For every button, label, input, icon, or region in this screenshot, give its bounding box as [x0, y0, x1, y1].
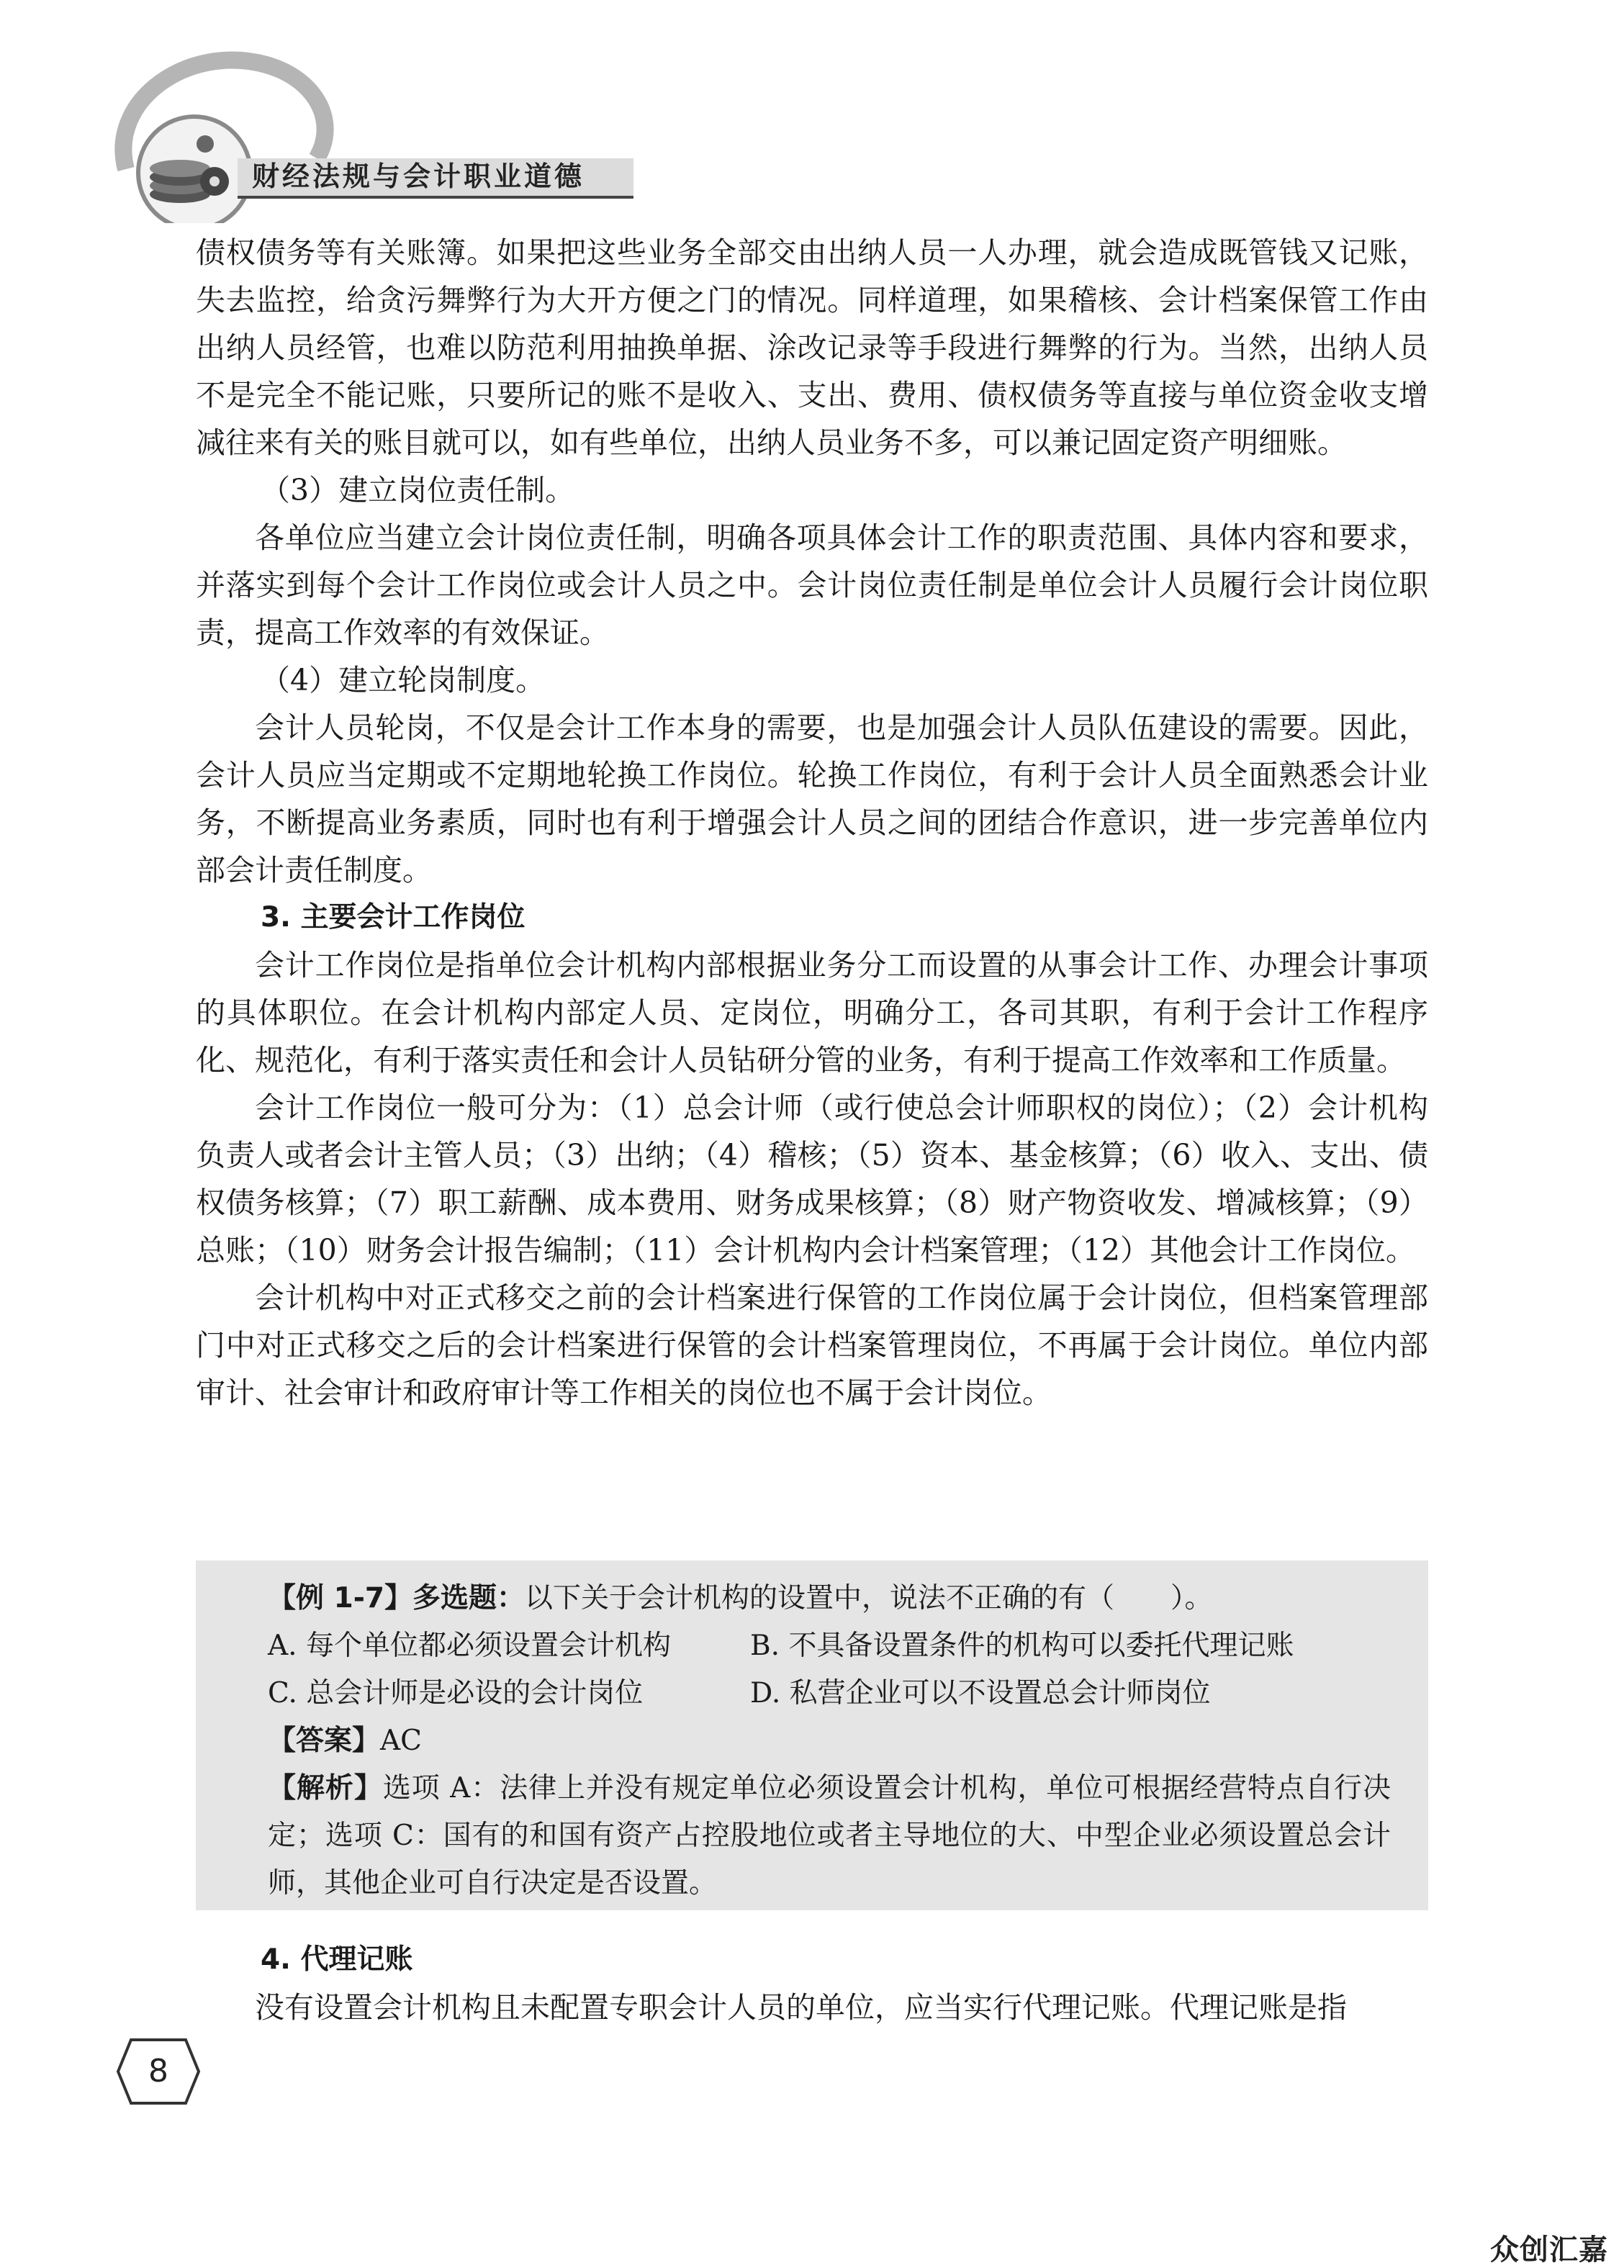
- body-text-top: [196, 229, 1428, 1417]
- answer-label: 【答案】: [268, 1725, 381, 1757]
- option-b: B. 不具备设置条件的机构可以委托代理记账: [750, 1630, 1294, 1662]
- subsection-4-body: 会计人员轮岗，不仅是会计工作本身的需要，也是加强会计人员队伍建设的需要。因此，会计人员应当定期或不定期地轮换工作岗位。轮换工作岗位，有利于会计人员全面熟悉会计业务，不断提高业务素质，同时也有利于增强会计人员之间的团结合作意识，进一步完善单位内部会计责任制度。: [196, 710, 1428, 887]
- subsection-3-body: 各单位应当建立会计岗位责任制，明确各项具体会计工作的职责范围、具体内容和要求，并落实到每个会计工作岗位或会计人员之中。会计岗位责任制是单位会计人员履行会计岗位职责，提高工作效率的有效保证。: [196, 520, 1428, 650]
- example-analysis: [268, 1765, 1391, 1907]
- example-answer: [268, 1717, 1391, 1765]
- option-a: A. 每个单位都必须设置会计机构: [268, 1630, 671, 1662]
- analysis-label: 【解析】: [268, 1772, 383, 1804]
- page-header: [101, 14, 648, 223]
- subsection-4-title: （4）建立轮岗制度。: [261, 663, 546, 697]
- option-d: D. 私营企业可以不设置总会计师岗位: [750, 1677, 1211, 1709]
- example-box: [196, 1560, 1428, 1910]
- example-label: 【例 1-7】多选题：: [268, 1582, 525, 1614]
- watermark: 众创汇嘉: [1490, 2233, 1608, 2267]
- section-4-heading: 4. 代理记账: [261, 1943, 413, 1976]
- page-number: [115, 2037, 202, 2106]
- subsection-3-title: （3）建立岗位责任制。: [261, 473, 575, 507]
- page-number-text: 8: [148, 2053, 168, 2089]
- answer-value: AC: [380, 1725, 423, 1757]
- paragraph-continuation: 债权债务等有关账簿。如果把这些业务全部交由出纳人员一人办理，就会造成既管钱又记账，失去监控，给贪污舞弊行为大开方便之门的情况。同样道理，如果稽核、会计档案保管工作由出纳人员经管，也难以防范利用抽换单据、涂改记录等手段进行舞弊的行为。当然，出纳人员不是完全不能记账，只要所记的账不是收入、支出、费用、债权债务等直接与单位资金收支增减往来有关的账目就可以，如有些单位，出纳人员业务不多，可以兼记固定资产明细账。: [196, 235, 1428, 460]
- option-c: C. 总会计师是必设的会计岗位: [268, 1677, 644, 1709]
- example-options-row-2: [268, 1670, 1391, 1717]
- section-3-para-2: 会计工作岗位一般可分为：（1）总会计师（或行使总会计师职权的岗位）；（2）会计机构负责人或者会计主管人员；（3）出纳；（4）稽核；（5）资本、基金核算；（6）收入、支出、债权债务核算；（7）职工薪酬、成本费用、财务成果核算；（8）财产物资收发、增减核算；（9）总账；（10）财务会计报告编制；（11）会计机构内会计档案管理；（12）其他会计工作岗位。: [196, 1090, 1428, 1268]
- example-question: [268, 1575, 1391, 1622]
- body-text-bottom: [196, 1936, 1428, 2031]
- example-options-row-1: [268, 1622, 1391, 1670]
- section-4-para-1: 没有设置会计机构且未配置专职会计人员的单位，应当实行代理记账。代理记账是指: [255, 1990, 1347, 2025]
- section-3-para-1: 会计工作岗位是指单位会计机构内部根据业务分工而设置的从事会计工作、办理会计事项的具体职位。在会计机构内部定人员、定岗位，明确分工，各司其职，有利于会计工作程序化、规范化，有利于落实责任和会计人员钻研分管的业务，有利于提高工作效率和工作质量。: [196, 948, 1428, 1077]
- book-title: 财经法规与会计职业道德: [252, 161, 585, 192]
- analysis-text: 选项 A：法律上并没有规定单位必须设置会计机构，单位可根据经营特点自行决定；选项 C：国有的和国有资产占控股地位或者主导地位的大、中型企业必须设置总会计师，其他企业可自行决定是否设置。: [268, 1772, 1391, 1899]
- section-3-heading: 3. 主要会计工作岗位: [261, 901, 525, 934]
- example-question-text: 以下关于会计机构的设置中，说法不正确的有（ ）。: [525, 1582, 1213, 1614]
- section-3-para-3: 会计机构中对正式移交之前的会计档案进行保管的工作岗位属于会计岗位，但档案管理部门中对正式移交之后的会计档案进行保管的会计档案管理岗位，不再属于会计岗位。单位内部审计、社会审计和政府审计等工作相关的岗位也不属于会计岗位。: [196, 1280, 1428, 1410]
